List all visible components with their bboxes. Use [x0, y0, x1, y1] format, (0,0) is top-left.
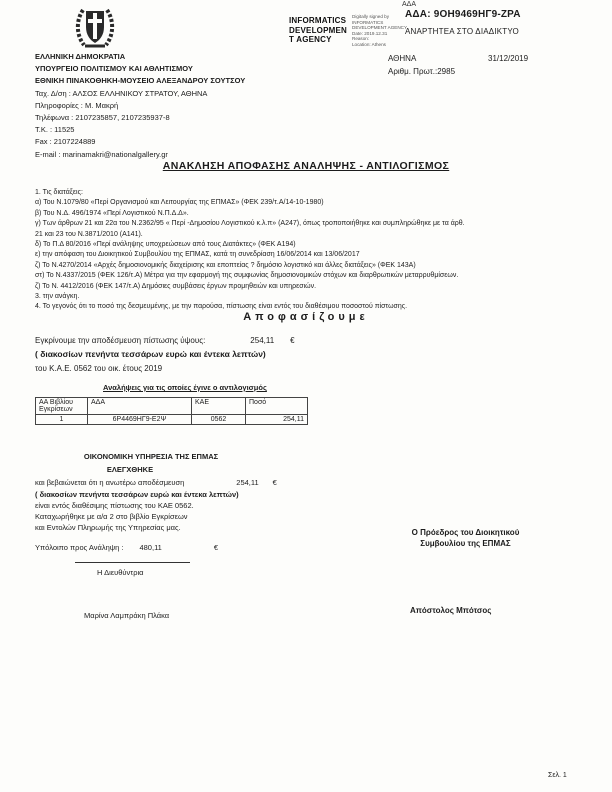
stamp-detail-line: Location: Athens: [352, 41, 386, 47]
finance-note-line: Καταχωρήθηκε με α/α 2 στο βιβλίο Εγκρίσεων: [35, 512, 188, 521]
approved-amount: 254,11: [250, 336, 275, 345]
col-header-amount: Ποσό: [246, 398, 308, 415]
digital-signature-details: [352, 14, 410, 48]
stamp-detail-line: Reason:: [352, 36, 370, 42]
letterhead-line: ΕΛΛΗΝΙΚΗ ΔΗΜΟΚΡΑΤΙΑ: [35, 52, 126, 61]
clause-line: ζ) Το Ν. 4412/2016 (ΦΕΚ 147/τ.Α) Δημόσιες συμβάσεις έργων προμηθειών και υπηρεσιών.: [35, 282, 317, 290]
euro-symbol: €: [272, 478, 277, 487]
legal-clauses: [35, 188, 583, 313]
stamp-agency-line: INFORMATICS: [289, 16, 347, 25]
dateline-city: ΑΘΗΝΑ: [388, 54, 417, 63]
clause-line: γ) Των άρθρων 21 και 22α του Ν.2362/95 « Περί -Δημοσίου Λογιστικού κ.λ.π» (Α247), όπως τροποποιήθηκε και συμπληρώθηκε με τα άρθ.: [35, 220, 465, 228]
letterhead: [35, 51, 245, 161]
signature-left-name: Μαρίνα Λαμπράκη Πλάκα: [84, 611, 170, 620]
stamp-detail-line: Date: 2019.12.31: [352, 30, 388, 36]
signature-left-role: Η Διευθύντρια: [97, 568, 144, 577]
col-header-ada: ΑΔΑ: [88, 398, 192, 415]
signature-right-role-line: Ο Πρόεδρος του Διοικητικού: [411, 528, 520, 537]
letterhead-line: Πληροφορίες : Μ. Μακρή: [35, 100, 119, 110]
clause-line: β) Του Ν.Δ. 496/1974 «Περί Λογιστικού Ν.Π.Δ.Δ».: [35, 209, 189, 217]
approval-line: [35, 336, 295, 345]
stamp-detail-line: DEVELOPMENT AGENCY: [352, 25, 408, 31]
cell-ada: 6Ρ4469ΗΓ9-Ε2Ψ: [88, 415, 192, 425]
signature-right-role-line: Συμβουλίου της ΕΠΜΑΣ: [420, 538, 511, 548]
table-caption: Αναλήψεις για τις οποίες έγινε ο αντιλογισμός: [103, 383, 267, 392]
stamp-agency-line: T AGENCY: [289, 35, 332, 44]
clause-line: α) Του Ν.1079/80 «Περί Οργανισμού και Λειτουργίας της ΕΠΜΑΣ» (ΦΕΚ 239/τ.Α/14-10-1980): [35, 199, 324, 207]
cell-aa: 1: [36, 415, 88, 425]
clause-line: ε) την απόφαση του Διοικητικού Συμβουλίου της ΕΠΜΑΣ, κατά τη συνεδρίαση 16/06/2014 και 13/06/2017: [35, 251, 360, 259]
ada-watermark: ΑΔΑ: [402, 1, 417, 8]
dateline-date: 31/12/2019: [488, 54, 529, 63]
cell-amount: 254,11: [246, 415, 308, 425]
decision-heading: Αποφασίζουμε: [243, 311, 369, 323]
clause-line: 3. την ανάγκη.: [35, 293, 80, 301]
letterhead-line: Ταχ. Δ/ση : ΑΛΣΟΣ ΕΛΛΗΝΙΚΟΥ ΣΤΡΑΤΟΥ, ΑΘΗΝΑ: [35, 88, 208, 98]
stamp-detail-line: INFORMATICS: [352, 19, 384, 25]
clause-line: στ) Το Ν.4337/2015 (ΦΕΚ 126/τ.Α) Μέτρα για την εφαρμογή της συμφωνίας δημοσιονομικών στόχων και διαρθρωτικών μεταρρυθμίσεων.: [35, 272, 459, 280]
internet-publication-note: ΑΝΑΡΤΗΤΕΑ ΣΤΟ ΔΙΑΔΙΚΤΥΟ: [405, 27, 519, 36]
clause-line: 21 και 23 του Ν.3871/2010 (Α141).: [35, 230, 143, 238]
letterhead-line: ΥΠΟΥΡΓΕΙΟ ΠΟΛΙΤΙΣΜΟΥ ΚΑΙ ΑΘΛΗΤΙΣΜΟΥ: [35, 64, 193, 74]
protocol-number: Αριθμ. Πρωτ.:2985: [388, 67, 456, 76]
ada-code: ΑΔΑ: 9ΟΗ9469ΗΓ9-ΖΡΑ: [405, 9, 521, 20]
finance-note-line: ( διακοσίων πενήντα τεσσάρων ευρώ και έντεκα λεπτών): [35, 490, 239, 499]
recall-table: [35, 397, 308, 425]
approval-text: Εγκρίνουμε την αποδέσμευση πίστωσης ύψους:: [35, 336, 206, 345]
clause-line: δ) Το Π.Δ 80/2016 «Περί ανάληψης υποχρεώσεων από τους Διατάκτες» (ΦΕΚ Α194): [35, 241, 296, 249]
letterhead-email: E-mail : marinamakri@nationalgallery.gr: [35, 149, 168, 159]
digital-signature-stamp: [289, 16, 353, 45]
cell-kae: 0562: [192, 415, 246, 425]
euro-symbol: €: [290, 336, 295, 345]
page-number: Σελ. 1: [548, 772, 567, 779]
finance-note-line: και Εντολών Πληρωμής της Υπηρεσίας μας.: [35, 523, 181, 532]
signature-right-role: [393, 528, 538, 549]
clause-line: 4. Το γεγονός ότι το ποσό της δεσμευμένης, με την παρούσα, πίστωσης είναι εντός του διαθέσιμου ποσοστού πίστωσης.: [35, 303, 408, 311]
balance-label: Υπόλοιπο προς Ανάληψη :: [35, 543, 124, 552]
euro-symbol: €: [213, 543, 219, 552]
letterhead-line: ΕΘΝΙΚΗ ΠΙΝΑΚΟΘΗΚΗ-ΜΟΥΣΕΙΟ ΑΛΕΞΑΝΔΡΟΥ ΣΟΥΤΣΟΥ: [35, 76, 246, 86]
kae-line: του Κ.Α.Ε. 0562 του οικ. έτους 2019: [35, 364, 163, 373]
greek-coat-of-arms-icon: [72, 5, 118, 51]
col-header-aa: ΑΑ Βιβλίου Εγκρίσεων: [36, 398, 88, 415]
finance-note-line: είναι εντός διαθέσιμης πίστωσης του ΚΑΕ 0562.: [35, 501, 194, 510]
checked-label: ΕΛΕΓΧΘΗΚΕ: [106, 465, 154, 474]
table-row: [36, 415, 308, 425]
letterhead-line: Τ.Κ. : 11525: [35, 125, 75, 135]
finance-confirmation-line: [35, 478, 277, 487]
stamp-detail-line: Digitally signed by: [352, 14, 390, 19]
finance-notes: [35, 489, 239, 533]
clause-line: 1. Τις διατάξεις:: [35, 189, 83, 196]
amount-in-words: ( διακοσίων πενήντα τεσσάρων ευρώ και έντεκα λεπτών): [35, 349, 266, 359]
clause-line: ζ) Το Ν.4270/2014 «Αρχές δημοσιονομικής διαχείρισης και εποπτείας ? δημόσιο λογιστικό και άλλες διατάξεις» (ΦΕΚ 143Α): [35, 261, 416, 269]
page-title: ΑΝΑΚΛΗΣΗ ΑΠΟΦΑΣΗΣ ΑΝΑΛΗΨΗΣ - ΑΝΤΙΛΟΓΙΣΜΟΣ: [162, 160, 450, 172]
remaining-balance-line: [35, 543, 218, 552]
balance-amount: 480,11: [139, 543, 162, 552]
letterhead-line: Τηλέφωνα : 2107235857, 2107235937-8: [35, 113, 170, 123]
finance-confirmation-text: και βεβαιώνεται ότι η ανωτέρω αποδέσμευση: [35, 478, 185, 487]
finance-amount: 254,11: [236, 478, 259, 487]
table-header-row: [36, 398, 308, 415]
stamp-agency-line: DEVELOPMEN: [289, 25, 348, 35]
signature-right-name: Απόστολος Μπότσος: [410, 606, 492, 615]
col-header-kae: ΚΑΕ: [192, 398, 246, 415]
letterhead-line: Fax : 2107224889: [35, 137, 96, 147]
finance-service-title: ΟΙΚΟΝΟΜΙΚΗ ΥΠΗΡΕΣΙΑ ΤΗΣ ΕΠΜΑΣ: [83, 452, 219, 461]
signature-rule: [75, 562, 190, 563]
